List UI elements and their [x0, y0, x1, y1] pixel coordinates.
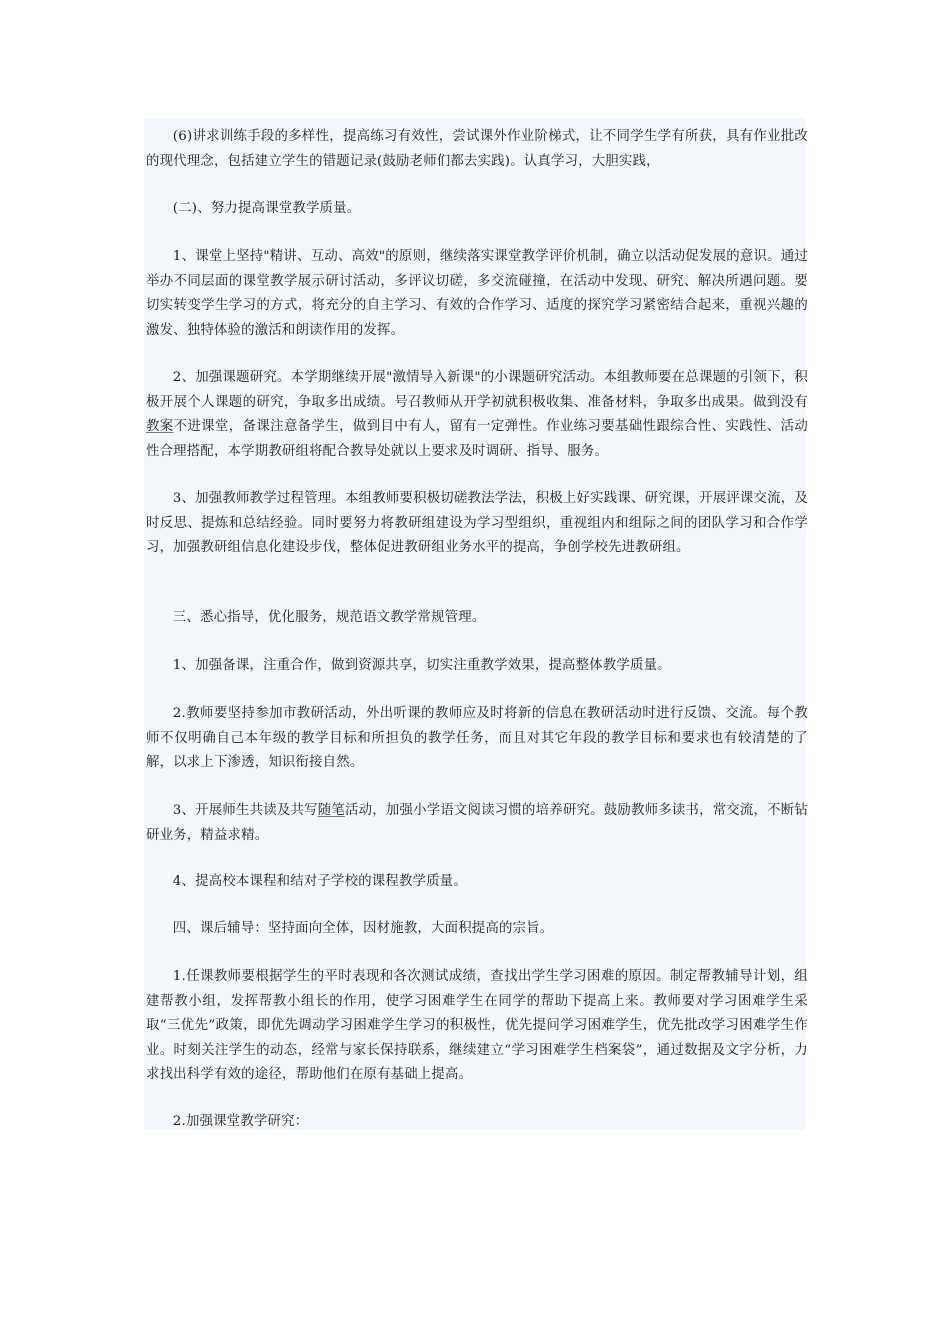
- section-heading-classroom-quality: (二)、努力提高课堂教学质量。: [172, 201, 361, 216]
- paragraph-tutoring-plan: 1.任课教师要根据学生的平时表现和各次测试成绩，查找出学生学习困难的原因。制定帮教辅导计划，组建帮教小组，发挥帮教小组长的作用，使学习困难学生在同学的帮助下提高上来。教师要对学习困难学生采取“三优先”政策，即优先调动学习困难学生学习的积极性，优先提问学习困难学生，优先批改学习困难学生作业。时刻关注学生的动态，经常与家长保持联系，继续建立“学习困难学生档案袋”，通过数据及文字分析，力求找出科学有效的途径，帮助他们在原有基础上提高。: [146, 969, 808, 1082]
- paragraph-classroom-research: 2.加强课堂教学研究：: [172, 1114, 309, 1129]
- paragraph-lesson-preparation: 1、加强备课，注重合作，做到资源共享，切实注重教学效果，提高整体教学质量。: [172, 658, 671, 673]
- paragraph-teaching-process: 3、加强教师教学过程管理。本组教师要积极切磋教法学法，积极上好实践课、研究课，开展评课交流，及时反思、提炼和总结经验。同时要努力将教研组建设为学习型组织，重视组内和组际之间的团队学习和合作学习，加强教研组信息化建设步伐，整体促进教研组业务水平的提高，争创学校先进教研组。: [146, 491, 808, 555]
- paragraph-school-courses: 4、提高校本课程和结对子学校的课程教学质量。: [172, 874, 467, 889]
- shared-reading-text-a: 3、开展师生共读及共写: [172, 803, 318, 818]
- paragraph-classroom-principles: 1、课堂上坚持"精讲、互动、高效"的原则，继续落实课堂教学评价机制，确立以活动促发展的意识。通过举办不同层面的课堂教学展示研讨活动，多评议切磋，多交流碰撞，在活动中发现、研究、解决所遇问题。要切实转变学生学习的方式，将充分的自主学习、有效的合作学习、适度的探究学习紧密结合起来，重视兴趣的激发、独特体验的激活和朗读作用的发挥。: [146, 249, 808, 338]
- paragraph-topic-research: [146, 366, 808, 464]
- section-heading-guidance: 三、悉心指导，优化服务，规范语文教学常规管理。: [172, 610, 486, 625]
- essay-link[interactable]: 随笔: [317, 803, 345, 818]
- paragraph-practice-methods: (6)讲求训练手段的多样性，提高练习有效性，尝试课外作业阶梯式，让不同学生学有所获，具有作业批改的现代理念，包括建立学生的错题记录(鼓励老师们都去实践)。认真学习，大胆实践，: [146, 129, 808, 169]
- section-heading-tutoring: 四、课后辅导：坚持面向全体，因材施教，大面积提高的宗旨。: [172, 921, 554, 936]
- lesson-plan-link[interactable]: 教案: [146, 419, 174, 434]
- paragraph-shared-reading: [146, 799, 808, 848]
- topic-research-text-a: 2、加强课题研究。本学期继续开展"激情导入新课"的小课题研究活动。本组教师要在总课题的引领下，积极开展个人课题的研究，争取多出成绩。号召教师从开学初就积极收集、准备材料，争取多出成果。做到没有: [146, 370, 808, 410]
- shared-reading-text-b: 活动，加强小学语文阅读习惯的培养研究。鼓励教师多读书，常交流，不断钻研业务，精益求精。: [146, 803, 808, 843]
- topic-research-text-b: 不进课堂，备课注意备学生，做到目中有人，留有一定弹性。作业练习要基础性跟综合性、实践性、活动性合理搭配，本学期教研组将配合教导处就以上要求及时调研、指导、服务。: [146, 419, 808, 459]
- paragraph-research-activities: 2.教师要坚持参加市教研活动，外出听课的教师应及时将新的信息在教研活动时进行反馈、交流。每个教师不仅明确自己本年级的教学目标和所担负的教学任务，而且对其它年段的教学目标和要求也有较清楚的了解，以求上下渗透，知识衔接自然。: [146, 706, 808, 770]
